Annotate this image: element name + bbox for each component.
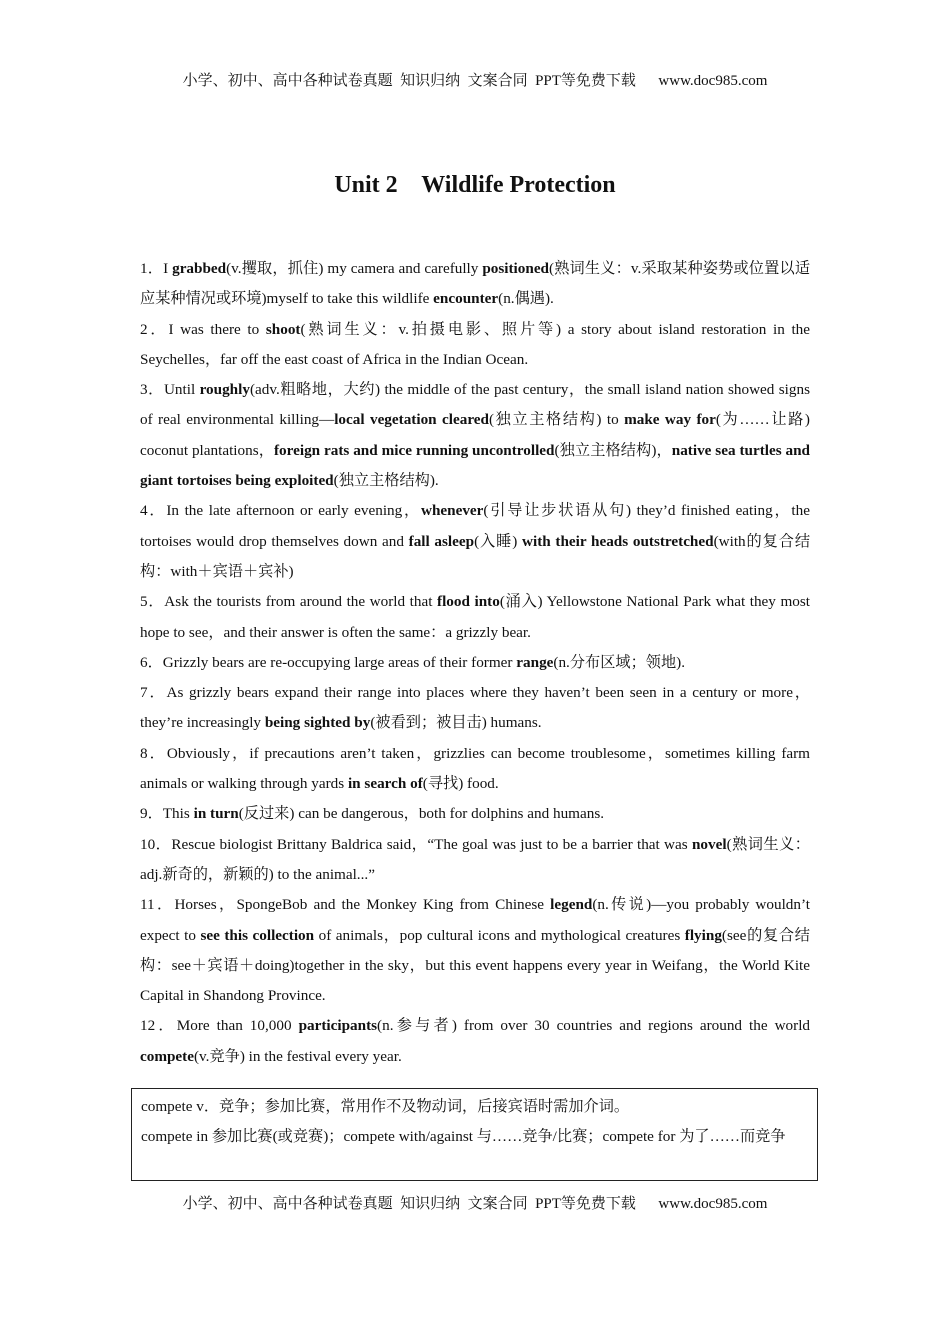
sentence-text: (反过来) can be dangerous，both for dolphins and humans. [238,805,605,823]
key-phrase: flying [684,926,722,944]
sentence-text: (n.参与者) from over 30 countries and regions around the world [377,1017,811,1035]
sentence-text: 9．This [140,805,194,823]
sentence-text: 8．Obviously，if precautions aren’t taken，grizzlies can become troublesome，sometimes killing farm animals or walking through yards [140,744,810,793]
key-phrase: in turn [193,805,239,823]
page-footer: 小学、初中、高中各种试卷真题 知识归纳 文案合同 PPT等免费下载 www.doc985.com [182,1196,768,1212]
key-phrase: native sea turtles and giant tortoises being exploited [140,441,810,490]
sentence-text: (寻找) food. [422,775,499,793]
sentence-text: (熟词生义：v.采取某种姿势或位置以适应某种情况或环境)myself to take this wildlife [140,260,811,308]
sentence-text: (引导让步状语从句) they’d finished eating，the tortoises would drop themselves down and [140,502,810,550]
sentence-text: 6．Grizzly bears are re-occupying large areas of their former [140,653,517,671]
sentence-8 [140,739,810,800]
sentence-7 [140,678,810,739]
sentence-text: (独立主格结构). [333,472,439,490]
sentence-4 [140,496,810,587]
sentence-12 [140,1011,810,1072]
sentence-text: 3．Until [140,381,200,399]
key-phrase: shoot [265,320,301,338]
sentence-10 [140,830,810,891]
key-phrase: in search of [347,775,423,793]
sentence-text: 12．More than 10,000 [140,1017,299,1035]
sentence-1 [140,254,810,315]
sentence-text: 1．I [140,260,173,277]
sentence-text: 2．I was there to [140,320,266,338]
sentence-text: (被看到；被目击) humans. [370,714,542,732]
sentence-5 [140,587,810,648]
sentence-text: (adv.粗略地，大约) the middle of the past century，the small island nation showed signs of real environmental killing— [140,381,810,429]
key-phrase: participants [298,1017,378,1035]
sentence-text: (n.偶遇). [498,290,554,308]
key-phrase: positioned [482,260,550,277]
page-header: 小学、初中、高中各种试卷真题 知识归纳 文案合同 PPT等免费下载 www.doc985.com [182,73,768,89]
key-phrase: foreign rats and mice running uncontrolled [274,441,555,459]
key-phrase: roughly [199,381,250,399]
key-phrase: compete [140,1047,194,1065]
key-phrase: whenever [421,502,484,520]
sentence-2 [140,315,810,376]
sentence-text: 4．In the late afternoon or early evening， [140,502,421,520]
sentence-6 [140,648,810,678]
key-phrase: local vegetation cleared [334,411,489,429]
sentence-text: of animals，pop cultural icons and mythological creatures [314,926,685,944]
sentence-text: 10．Rescue biologist Brittany Baldrica said，“The goal was just to be a barrier that was [140,835,692,853]
key-phrase: make way for [624,411,716,429]
sentence-text: (熟词生义：v.拍摄电影、照片等) a story about island restoration in the Seychelles，far off the east coast of Africa in the Indian Ocean. [140,320,810,368]
key-phrase: grabbed [172,260,227,277]
key-phrase: with their heads outstretched [522,532,714,550]
sentence-text: (为……让路) coconut plantations， [140,411,810,459]
key-phrase: range [516,653,554,671]
key-phrase: being sighted by [264,714,371,732]
note-line-1: compete v．竞争；参加比赛，常用作不及物动词，后接宾语时需加介词。 [141,1098,630,1115]
key-phrase: legend [550,896,593,914]
sentence-text: 7．As grizzly bears expand their range into places where they haven’t been seen in a century or more，they’re increasingly [140,684,810,732]
sentence-text: (入睡) [474,532,522,550]
sentence-text: (see的复合结构：see＋宾语＋doing)together in the sky，but this event happens every year in Weifang，the World Kite Capital in Shandong Province. [140,926,810,1005]
key-phrase: fall asleep [408,532,475,550]
sentence-11 [140,890,810,1011]
page-title: Unit 2 Wildlife Protection [334,172,616,198]
key-phrase: flood into [437,593,500,611]
note-line-2: compete in 参加比赛(或竞赛)；compete with/against 与……竞争/比赛；compete for 为了……而竞争 [141,1128,786,1145]
sentence-3 [140,375,810,496]
sentence-9 [140,799,810,829]
sentence-text: (n.分布区域；领地). [553,653,686,671]
sentence-text: (v.竞争) in the festival every year. [193,1047,402,1065]
vocabulary-note-box [131,1088,818,1181]
sentence-text: (n.传说)—you probably wouldn’t expect to [140,896,810,944]
sentence-text: (独立主格结构)， [554,441,672,459]
sentence-list [140,254,810,1072]
key-phrase: encounter [433,290,499,308]
key-phrase: see this collection [200,926,315,944]
sentence-text: (with的复合结构：with＋宾语＋宾补) [140,532,811,580]
sentence-text: (熟词生义：adj.新奇的，新颖的) to the animal...” [140,835,810,883]
key-phrase: novel [691,835,727,853]
sentence-text: (v.攫取，抓住) my camera and carefully [226,260,483,277]
sentence-text: 5．Ask the tourists from around the world that [140,593,438,611]
sentence-text: (涌入) Yellowstone National Park what they most hope to see，and their answer is often the same：a grizzly bear. [140,593,810,641]
sentence-text: (独立主格结构) to [488,411,625,429]
sentence-text: 11．Horses，SpongeBob and the Monkey King from Chinese [140,896,551,914]
